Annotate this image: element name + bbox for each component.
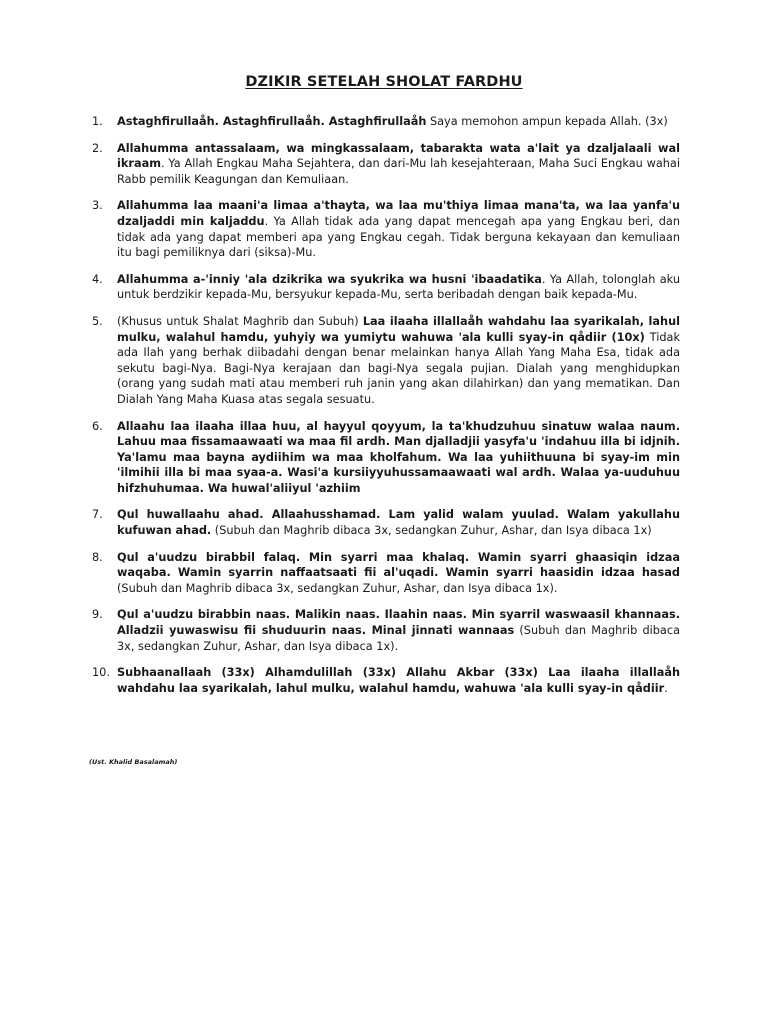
page-title: DZIKIR SETELAH SHOLAT FARDHU xyxy=(245,74,523,90)
list-item xyxy=(92,198,680,260)
item-arabic-text: Qul huwallaahu ahad. Allaahusshamad. Lam yalid walam yuulad. Walam yakullahu kufuwan ahad. xyxy=(117,508,680,538)
item-translation: (Subuh dan Maghrib dibaca 3x, sedangkan Zuhur, Ashar, dan Isya dibaca 1x). xyxy=(117,581,558,595)
item-arabic-text: Allahumma laa maani'a limaa a'thayta, wa laa mu'thiya limaa mana'ta, wa laa yanfa'u dzaljaddi min kaljaddu xyxy=(117,199,680,228)
item-arabic-text: Qul a'uudzu birabbil falaq. Min syarri maa khalaq. Wamin syarri ghaasiqin idzaa waqaba. Wamin syarrin naffaatsaati fii al'uqadi. Wamin syarri haasidin idzaa hasad xyxy=(117,550,680,580)
author-credit: (Ust. Khalid Basalamah) xyxy=(89,758,178,766)
item-translation: . xyxy=(664,681,668,695)
dzikir-list xyxy=(92,114,680,707)
item-arabic-text: Allaahu laa ilaaha illaa huu, al hayyul qoyyum, la ta'khudzuhuu sinatuw walaa naum. Lahuu maa fissamaawaati wa maa fil ardh. Man djalladjii yasyfa'u 'indahuu illa bi idjnih. Ya'lamu maa bayna aydiihim wa maa kholfahum. Wa laa yuhiithuuna bi syay-im min 'ilmihii illa bi maa syaa-a. Wasi'a kursiiyyuhussamaawaati wal ardh. Walaa ya-uuduhuu hifzhuhumaa. Wa huwal'aliiyul 'azhiim xyxy=(117,419,680,495)
item-translation: (Subuh dan Maghrib dibaca 3x, sedangkan Zuhur, Ashar, dan Isya dibaca 1x) xyxy=(211,524,652,538)
item-number: 7. xyxy=(92,508,103,522)
item-number: 3. xyxy=(92,199,103,213)
item-arabic-text: Allahumma antassalaam, wa mingkassalaam, tabarakta wata a'lait ya dzaljalaali wal ikraam xyxy=(117,141,680,171)
item-translation: . Ya Allah Engkau Maha Sejahtera, dan dari-Mu lah kesejahteraan, Maha Suci Engkau wahai Rabb pemilik Keagungan dan Kemuliaan. xyxy=(117,157,680,186)
list-item xyxy=(92,550,680,597)
item-translation: Tidak ada Ilah yang berhak diibadahi dengan benar melainkan hanya Allah Yang Maha Esa, tidak ada sekutu bagi-Nya. Bagi-Nya kerajaan dan bagi-Nya segala pujian. Dialah yang menghidupkan (orang yang sudah mati atau memberi ruh janin yang akan dilahirkan) dan yang mematikan. Dan Dialah Yang Maha Kuasa atas segala sesuatu. xyxy=(117,330,680,406)
item-arabic-text: Subhaanallaah (33x) Alhamdulillah (33x) Allahu Akbar (33x) Laa ilaaha illallaåh wahdahu laa syarikalah, lahul mulku, walahul hamdu, wahuwa 'ala kulli syay-in qådiir xyxy=(117,666,680,695)
item-number: 9. xyxy=(92,608,103,622)
list-item xyxy=(92,141,680,188)
list-item xyxy=(92,507,680,538)
item-translation: . Ya Allah, tolonglah aku untuk berdzikir kepada-Mu, bersyukur kepada-Mu, serta beribadah dengan baik kepada-Mu. xyxy=(117,272,681,302)
item-translation: Saya memohon ampun kepada Allah. (3x) xyxy=(426,115,668,128)
item-number: 4. xyxy=(92,272,103,286)
list-item xyxy=(92,665,680,696)
item-number: 1. xyxy=(92,115,103,128)
item-translation: (Subuh dan Maghrib dibaca 3x, sedangkan Zuhur, Ashar, dan Isya dibaca 1x). xyxy=(117,624,680,653)
item-arabic-text: Allahumma a-'inniy 'ala dzikrika wa syukrika wa husni 'ibaadatika xyxy=(117,272,542,286)
list-item xyxy=(92,314,680,408)
item-number: 10. xyxy=(92,666,110,680)
item-number: 5. xyxy=(92,314,103,328)
item-number: 2. xyxy=(92,141,103,155)
item-number: 6. xyxy=(92,419,103,433)
item-number: 8. xyxy=(92,550,103,564)
item-prefix: (Khusus untuk Shalat Maghrib dan Subuh) xyxy=(117,314,363,328)
list-item xyxy=(92,607,680,654)
item-arabic-text: Laa ilaaha illallaåh wahdahu laa syarikalah, lahul mulku, walahul hamdu, yuhyiy wa yumiytu wahuwa 'ala kulli syay-in qådiir (10x) xyxy=(117,314,680,344)
item-translation: . Ya Allah tidak ada yang dapat mencegah apa yang Engkau beri, dan tidak ada yang dapat memberi apa yang Engkau cegah. Tidak berguna kekayaan dan kemuliaan itu bagi pemiliknya dari (siksa)-Mu. xyxy=(117,214,680,260)
list-item xyxy=(92,419,680,497)
item-arabic-text: Qul a'uudzu birabbin naas. Malikin naas. Ilaahin naas. Min syarril waswaasil khannaas. Alladzii yuwaswisu fii shuduurin naas. Minal jinnati wannaas xyxy=(117,608,680,638)
item-arabic-text: Astaghfirullaåh. Astaghfirullaåh. Astaghfirullaåh xyxy=(117,115,427,128)
list-item xyxy=(92,114,680,130)
list-item xyxy=(92,272,680,303)
